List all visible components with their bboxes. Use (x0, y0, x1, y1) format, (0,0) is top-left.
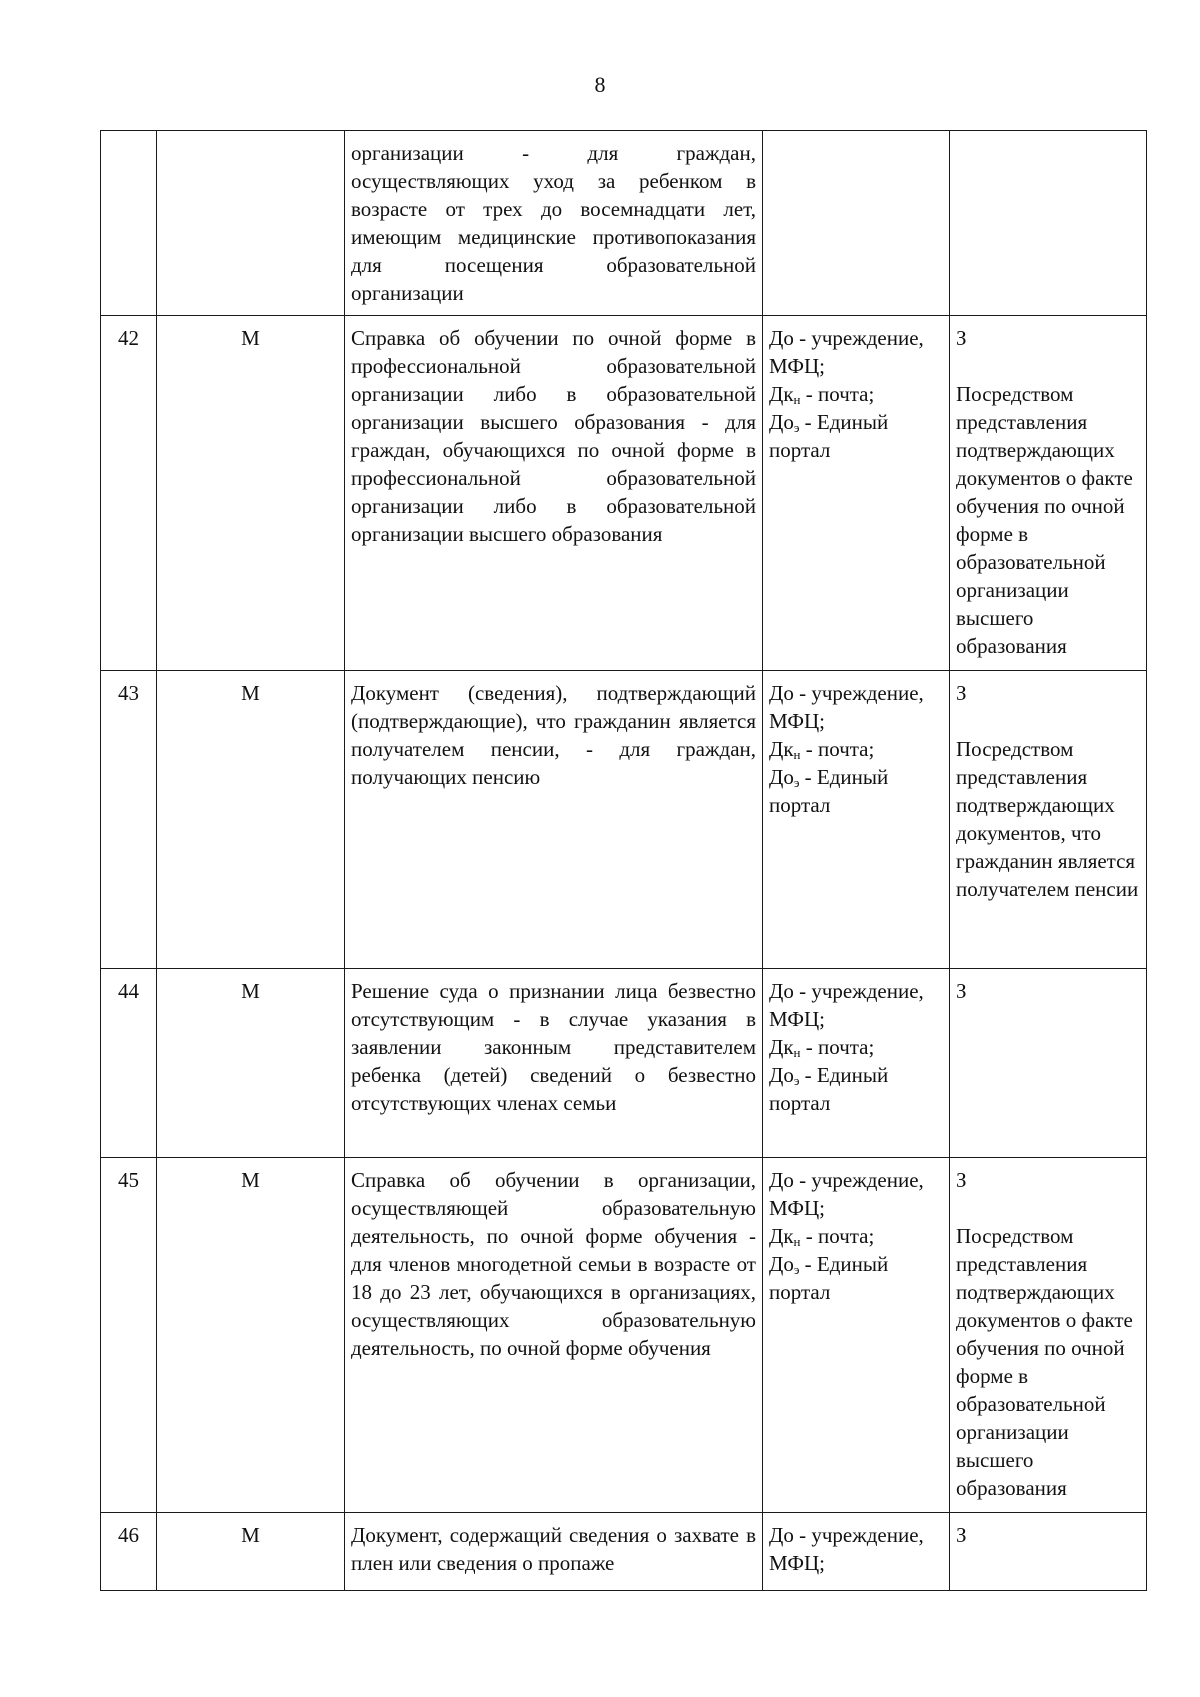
row-note-cell (950, 671, 1147, 969)
row-source-cell (763, 1513, 950, 1591)
table-row (101, 969, 1147, 1158)
row-type-cell: М (157, 1158, 345, 1513)
source-line: $До_э$ - Единый портал (769, 410, 889, 462)
row-note-cell (950, 1158, 1147, 1513)
source-line: $Дк_н$ - почта; (769, 382, 875, 407)
row-note-cell (950, 316, 1147, 671)
row-document-cell: Решение суда о признании лица безвестно отсутствующим - в случае указания в заявлении законным представителем ребенка (детей) сведений о безвестно отсутствующих членах семьи (345, 969, 763, 1158)
source-line: До - учреждение, МФЦ; (769, 1168, 924, 1220)
source-line: $До_э$ - Единый портал (769, 765, 889, 817)
row-number-cell (101, 131, 157, 316)
row-note-cell (950, 1513, 1147, 1591)
source-line: До - учреждение, МФЦ; (769, 979, 924, 1031)
table-row (101, 1158, 1147, 1513)
row-document-cell: Справка об обучении в организации, осуществляющей образовательную деятельность, по очной форме обучения - для членов многодетной семьи в возрасте от 18 до 23 лет, обучающихся в организациях, осуществляющих образовательную деятельность, по очной форме обучения (345, 1158, 763, 1513)
row-type-cell: М (157, 969, 345, 1158)
source-line: До - учреждение, МФЦ; (769, 681, 924, 733)
row-source-cell (763, 969, 950, 1158)
row-number-cell: 42 (101, 316, 157, 671)
note-code: З (956, 326, 967, 350)
row-document-cell: Документ, содержащий сведения о захвате в плен или сведения о пропаже (345, 1513, 763, 1591)
row-type-cell: М (157, 1513, 345, 1591)
source-line: $Дк_н$ - почта; (769, 737, 875, 762)
row-number-cell: 46 (101, 1513, 157, 1591)
note-code: З (956, 681, 967, 705)
source-line: $До_э$ - Единый портал (769, 1252, 889, 1304)
source-line: $Дк_н$ - почта; (769, 1035, 875, 1060)
documents-table (100, 130, 1147, 1591)
row-number-cell: 44 (101, 969, 157, 1158)
row-number-cell: 45 (101, 1158, 157, 1513)
row-document-cell: организации - для граждан, осуществляющих уход за ребенком в возрасте от трех до восемнадцати лет, имеющим медицинские противопоказания для посещения образовательной организации (345, 131, 763, 316)
table-row (101, 316, 1147, 671)
row-type-cell: М (157, 671, 345, 969)
note-code: З (956, 1523, 967, 1547)
row-number-cell: 43 (101, 671, 157, 969)
row-source-cell (763, 671, 950, 969)
row-source-cell (763, 1158, 950, 1513)
row-type-cell (157, 131, 345, 316)
source-line: $Дк_н$ - почта; (769, 1224, 875, 1249)
row-note-cell (950, 131, 1147, 316)
source-line: $До_э$ - Единый портал (769, 1063, 889, 1115)
note-text: Посредством представления подтверждающих документов о факте обучения по очной форме в образовательной организации высшего образования (956, 1224, 1133, 1500)
table-row (101, 1513, 1147, 1591)
row-document-cell: Документ (сведения), подтверждающий (подтверждающие), что гражданин является получателем пенсии, - для граждан, получающих пенсию (345, 671, 763, 969)
table-row (101, 131, 1147, 316)
page-number: 8 (594, 72, 606, 97)
table-row (101, 671, 1147, 969)
row-source-cell (763, 131, 950, 316)
note-code: З (956, 1168, 967, 1192)
note-text: Посредством представления подтверждающих документов о факте обучения по очной форме в образовательной организации высшего образования (956, 382, 1133, 658)
row-note-cell (950, 969, 1147, 1158)
row-document-cell: Справка об обучении по очной форме в профессиональной образовательной организации либо в образовательной организации высшего образования - для граждан, обучающихся по очной форме в профессиональной образовательной организации либо в образовательной организации высшего образования (345, 316, 763, 671)
row-type-cell: М (157, 316, 345, 671)
source-line: До - учреждение, МФЦ; (769, 1523, 924, 1575)
row-source-cell (763, 316, 950, 671)
source-line: До - учреждение, МФЦ; (769, 326, 924, 378)
note-code: З (956, 979, 967, 1003)
note-text: Посредством представления подтверждающих документов, что гражданин является получателем пенсии (956, 737, 1139, 901)
